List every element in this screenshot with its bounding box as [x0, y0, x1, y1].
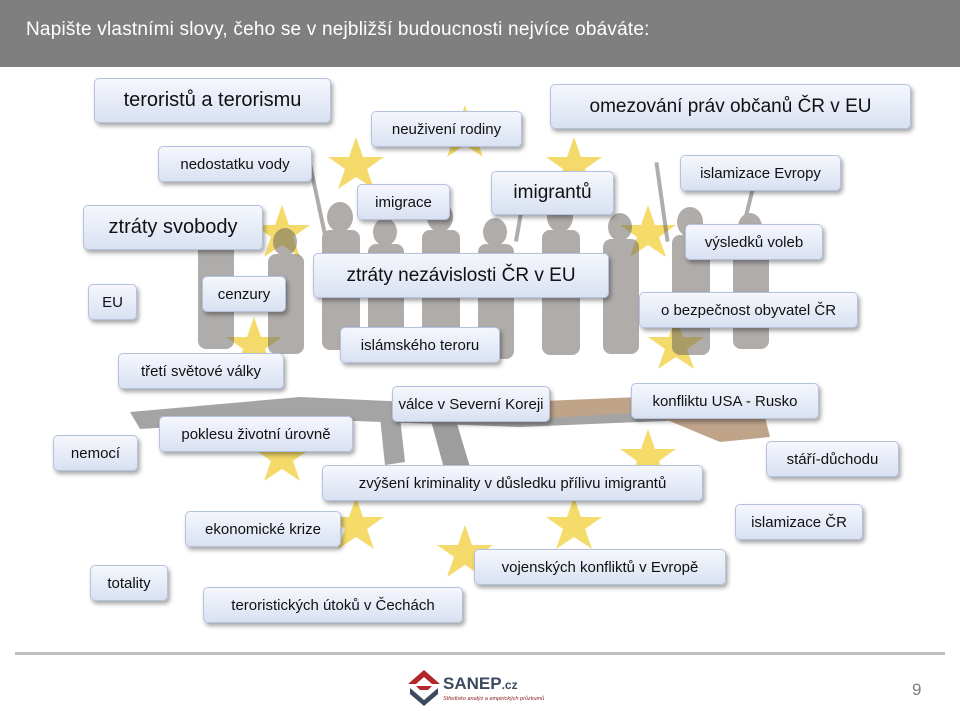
term-box: válce v Severní Koreji — [392, 386, 550, 422]
term-box: ztráty svobody — [83, 205, 263, 250]
term-box: nemocí — [53, 435, 138, 471]
term-box: o bezpečnost obyvatel ČR — [639, 292, 858, 328]
logo-name: SANEP — [443, 674, 502, 693]
term-box: imigrace — [357, 184, 450, 220]
term-box: islamizace ČR — [735, 504, 863, 540]
term-box: omezování práv občanů ČR v EU — [550, 84, 911, 129]
eu-star-icon — [546, 497, 602, 549]
term-box: ekonomické krize — [185, 511, 341, 547]
term-box: konfliktu USA - Rusko — [631, 383, 819, 419]
footer-divider — [15, 652, 945, 655]
logo-tagline: Středisko analýz a empirických průzkumů — [443, 696, 545, 702]
question-title: Napište vlastními slovy, čeho se v nejbližší budoucnosti nejvíce obáváte: — [26, 19, 650, 40]
term-box: islámského teroru — [340, 327, 500, 363]
page-number: 9 — [912, 680, 922, 699]
term-box: teroristů a terorismu — [94, 78, 331, 123]
term-box: cenzury — [202, 276, 286, 312]
term-box: vojenských konfliktů v Evropě — [474, 549, 726, 585]
term-box: třetí světové války — [118, 353, 284, 389]
term-box: neuživení rodiny — [371, 111, 522, 147]
logo-wordmark — [443, 674, 518, 694]
term-box: výsledků voleb — [685, 224, 823, 260]
sanep-logo-icon — [406, 668, 442, 708]
term-box: islamizace Evropy — [680, 155, 841, 191]
term-box: imigrantů — [491, 171, 614, 215]
term-box: EU — [88, 284, 137, 320]
term-box: totality — [90, 565, 168, 601]
slide-header — [0, 0, 960, 67]
term-box: stáří-důchodu — [766, 441, 899, 477]
logo-domain: .cz — [501, 678, 518, 692]
term-box: ztráty nezávislosti ČR v EU — [313, 253, 609, 298]
term-box: poklesu životní úrovně — [159, 416, 353, 452]
term-box: zvýšení kriminality v důsledku přílivu imigrantů — [322, 465, 703, 501]
sanep-logo — [406, 668, 566, 708]
term-box: teroristických útoků v Čechách — [203, 587, 463, 623]
term-box: nedostatku vody — [158, 146, 312, 182]
